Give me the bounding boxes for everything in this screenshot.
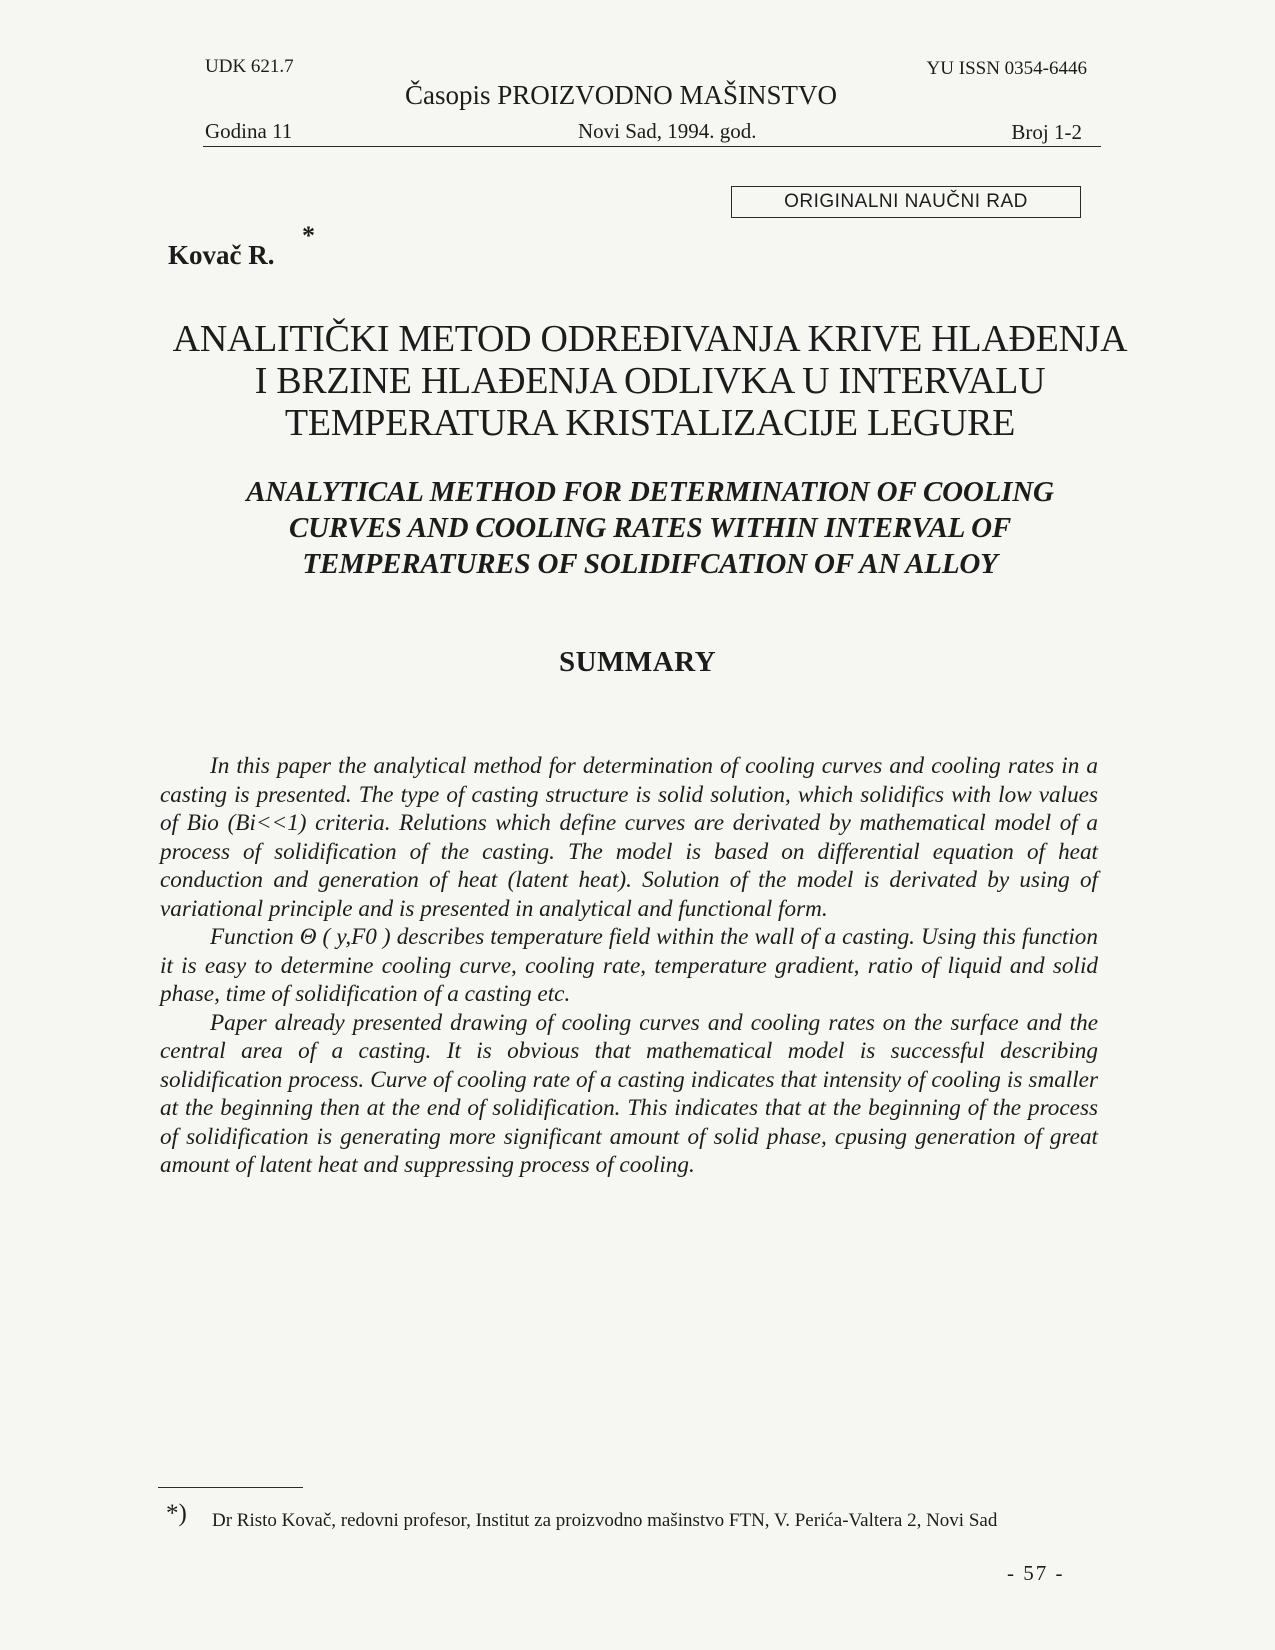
page-number: - 57 - <box>1007 1561 1065 1585</box>
paper-type-box: ORIGINALNI NAUČNI RAD <box>731 186 1081 218</box>
header-rule <box>203 146 1101 147</box>
abstract-body <box>160 752 1098 1180</box>
footnote-mark: *) <box>166 1500 187 1527</box>
abstract-paragraph: Paper already presented drawing of cooling curves and cooling rates on the surface and the central area of a casting. It is obvious that mathematical model is successful describing solidification process. Curve of cooling rate of a casting indicates that intensity of cooling is smaller at the beginning then at the end of solidification. This indicates that at the beginning of the process of solidification is generating more significant amount of solid phase, cpusing generation of great amount of latent heat and suppressing process of cooling. <box>160 1009 1098 1178</box>
udk-code: UDK 621.7 <box>205 56 294 77</box>
footnote-text: Dr Risto Kovač, redovni profesor, Institut za proizvodno mašinstvo FTN, V. Perića-Valtera 2, Novi Sad <box>212 1510 998 1531</box>
author-footnote-mark: * <box>302 221 315 250</box>
title-serbian <box>100 318 1200 444</box>
abstract-paragraph: In this paper the analytical method for determination of cooling curves and cooling rates in a casting is presented. The type of casting structure is solid solution, which solidifics with low values of Bio (Bi<<1) criteria. Relutions which define curves are derivated by mathematical model of a process of solidification of the casting. The model is based on differential equation of heat conduction and generation of heat (latent heat). Solution of the model is derivated by using of variational principle and is presented in analytical and functional form. <box>160 753 1098 922</box>
journal-name: Časopis PROIZVODNO MAŠINSTVO <box>405 80 838 110</box>
title-english <box>120 474 1180 582</box>
place-date: Novi Sad, 1994. god. <box>578 119 757 143</box>
title-serbian-line: TEMPERATURA KRISTALIZACIJE LEGURE <box>284 402 1016 444</box>
summary-heading: SUMMARY <box>558 646 717 678</box>
title-english-line: CURVES AND COOLING RATES WITHIN INTERVAL OF <box>289 512 1011 544</box>
title-english-line: ANALYTICAL METHOD FOR DETERMINATION OF COOLING <box>246 476 1054 508</box>
issue-number: Broj 1-2 <box>1011 120 1082 144</box>
title-english-line: TEMPERATURES OF SOLIDIFCATION OF AN ALLOY <box>302 548 998 580</box>
journal-year: Godina 11 <box>205 119 293 143</box>
title-serbian-line: I BRZINE HLAĐENJA ODLIVKA U INTERVALU <box>254 360 1046 402</box>
footnote-rule <box>158 1487 303 1488</box>
title-serbian-line: ANALITIČKI METOD ODREĐIVANJA KRIVE HLAĐENJA <box>172 318 1128 360</box>
issn-code: YU ISSN 0354-6446 <box>926 58 1087 79</box>
author-name: Kovač R. <box>168 240 275 270</box>
abstract-paragraph: Function Θ ( y,F0 ) describes temperature field within the wall of a casting. Using this function it is easy to determine cooling curve, cooling rate, temperature gradient, ratio of liquid and solid phase, time of solidification of a casting etc. <box>160 924 1098 1007</box>
